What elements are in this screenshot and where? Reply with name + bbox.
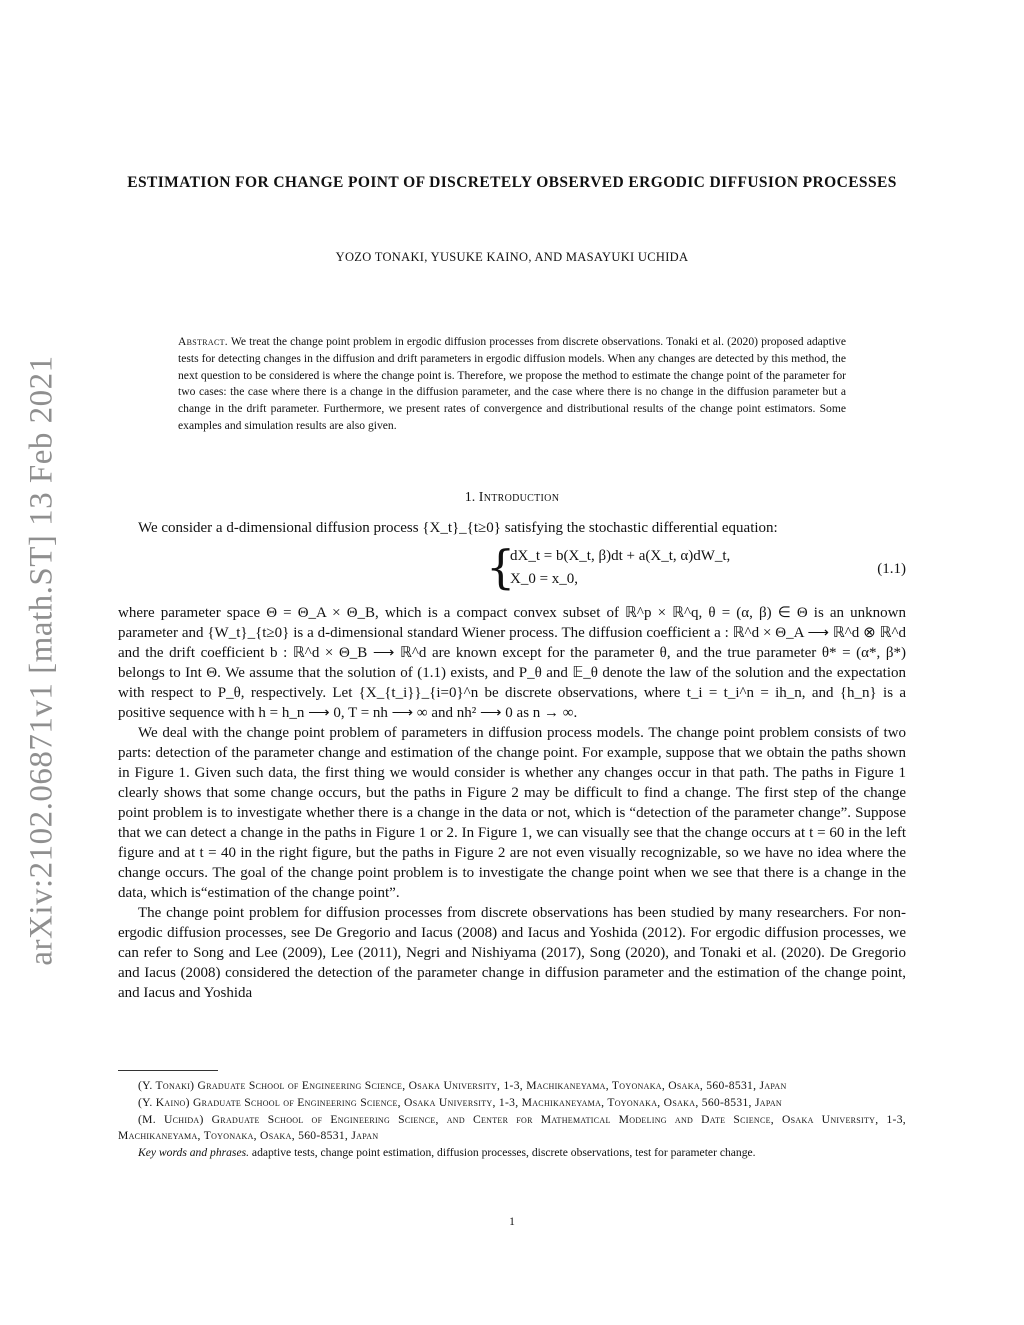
equation-line-1: dX_t = b(X_t, β)dt + a(X_t, α)dW_t,: [510, 548, 731, 564]
footnote-divider: [118, 1070, 218, 1071]
footnote-tonaki-text: (Y. Tonaki) Graduate School of Engineering Science, Osaka University, 1-3, Machikaneyama, Toyonaka, Osaka, 560-8531, Japan: [138, 1079, 787, 1092]
paragraph-1: where parameter space Θ = Θ_A × Θ_B, which is a compact convex subset of ℝ^p × ℝ^q, θ = (α, β) ∈ Θ is an unknown parameter and {W_t}_{t≥0} is a d-dimensional standard Wiener process. The diffusion coefficient a : ℝ^d × Θ_A ⟶ ℝ^d ⊗ ℝ^d and the drift coefficient b : ℝ^d × Θ_B ⟶ ℝ^d are known except for the parameter θ, and the true parameter θ* = (α*, β*) belongs to Int Θ. We assume that the solution of (1.1) exists, and P_θ and 𝔼_θ denote the law of the solution and the expectation with respect to P_θ, respectively. Let {X_{t_i}}_{i=0}^n be discrete observations, where t_i = t_i^n = ih_n, and {h_n} is a positive sequence with h = h_n ⟶ 0, T = nh ⟶ ∞ and nh² ⟶ 0 as n → ∞.: [118, 605, 906, 721]
footnotes: [118, 1078, 906, 1162]
footnote-uchida: [118, 1112, 906, 1146]
intro-sentence: We consider a d-dimensional diffusion process {X_t}_{t≥0} satisfying the stochastic differential equation:: [138, 520, 778, 536]
paper-title: ESTIMATION FOR CHANGE POINT OF DISCRETELY OBSERVED ERGODIC DIFFUSION PROCESSES: [127, 174, 897, 191]
abstract-label: Abstract.: [178, 335, 228, 348]
page-number: 1: [509, 1216, 515, 1228]
arxiv-stamp: [20, 340, 64, 980]
footnote-keywords: [118, 1145, 906, 1162]
paragraph-3: The change point problem for diffusion processes from discrete observations has been studied by many researchers. For non-ergodic diffusion processes, see De Gregorio and Iacus (2008) and Iacus and Yoshida (2012). For ergodic diffusion processes, we can refer to Song and Lee (2009), Lee (2011), Negri and Nishiyama (2017), Song (2020), and Tonaki et al. (2020). De Gregorio and Iacus (2008) considered the detection of the parameter change in diffusion parameter and the estimation of the change point, and Iacus and Yoshida: [118, 905, 906, 1001]
keywords-label: Key words and phrases.: [138, 1146, 250, 1160]
equation-number: (1.1): [877, 561, 906, 577]
section-title: Introduction: [478, 490, 560, 505]
body-paragraphs: [118, 603, 906, 1003]
abstract-text: We treat the change point problem in ergodic diffusion processes from discrete observations. Tonaki et al. (2020) proposed adaptive tests for detecting changes in the diffusion and drift parameters in ergodic diffusion models. When any changes are detected by this method, the next question to be considered is where the change point is. Therefore, we propose the method to estimate the change point of the parameter for two cases: the case where there is a change in the diffusion parameter, and the case where there is no change in the diffusion parameter but a change in the drift parameter. Furthermore, we present rates of convergence and distributional results of the change point estimators. Some examples and simulation results are also given.: [178, 335, 846, 432]
section-heading: [120, 490, 904, 506]
footnote-kaino: [118, 1095, 906, 1112]
equation-1-1: [118, 540, 906, 594]
paragraph-2: We deal with the change point problem of parameters in diffusion process models. The change point problem consists of two parts: detection of the parameter change and estimation of the change point. For example, suppose that we obtain the paths shown in Figure 1. Given such data, the first thing we would consider is whether any changes occur in that path. The paths in Figure 1 clearly shows that some change occurs, but the paths in Figure 2 may be difficult to find a change. The first step of the change point problem is to investigate whether there is a change in the data or not, which is “detection of the parameter change”. Suppose that we can detect a change in the paths in Figure 1 or 2. In Figure 1, we can visually see that the change occurs at t = 60 in the left figure and at t = 40 in the right figure, but the paths in Figure 2 are not even visually recognizable, so we have no idea where the change occurs. The goal of the change point problem is to investigate the change point when we see that there is a change in the data, which is“estimation of the change point”.: [118, 725, 906, 901]
section-number: 1.: [464, 490, 476, 505]
footnote-uchida-text: (M. Uchida) Graduate School of Engineering Science, and Center for Mathematical Modeling and Date Science, Osaka University, 1-3, Machikaneyama, Toyonaka, Osaka, 560-8531, Japan: [118, 1112, 906, 1143]
equation-brace: {: [486, 540, 516, 594]
paper-authors: YOZO TONAKI, YUSUKE KAINO, AND MASAYUKI UCHIDA: [335, 250, 689, 264]
footnote-tonaki: [118, 1078, 906, 1095]
keywords-text: adaptive tests, change point estimation, diffusion processes, discrete observations, test for parameter change.: [251, 1146, 756, 1160]
intro-sentence-block: [118, 518, 906, 538]
footnote-kaino-text: (Y. Kaino) Graduate School of Engineering Science, Osaka University, 1-3, Machikaneyama, Toyonaka, Osaka, 560-8531, Japan: [138, 1095, 783, 1109]
equation-line-2: X_0 = x_0,: [510, 571, 579, 587]
arxiv-stamp-text: arXiv:2102.06871v1 [math.ST] 13 Feb 2021: [23, 354, 60, 966]
abstract: [178, 334, 846, 435]
